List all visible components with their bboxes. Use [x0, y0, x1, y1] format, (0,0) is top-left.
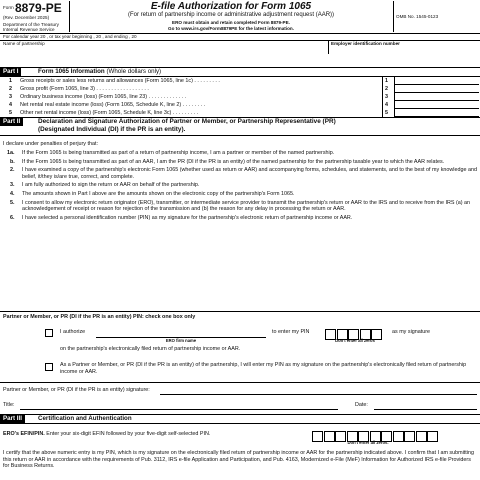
partnership-name-label: Name of partnership	[3, 41, 45, 46]
authorize-ero-checkbox[interactable]	[45, 329, 53, 337]
part1-line-2	[0, 85, 480, 93]
part1-title-text: Form 1065 Information	[38, 68, 105, 75]
revision-date: (Rev. December 2025)	[3, 15, 50, 20]
line-text: Ordinary business income (loss) (Form 1065, line 23) . . . . . . . . . . . . .	[20, 94, 186, 100]
part1-lines	[0, 77, 480, 117]
line-text: Other net rental income (loss) (Form 1065, Schedule K, line 3c) . . . . . . . . .	[20, 110, 199, 116]
part1-label: Part I	[0, 68, 21, 76]
line-text: Gross receipts or sales less returns and allowances (Form 1065, line 1c) . . . . . . . . .	[20, 78, 220, 84]
declaration-number: 4.	[10, 190, 15, 197]
declaration-item	[0, 159, 478, 166]
line-1-amount[interactable]	[395, 77, 479, 85]
declaration-text: I am fully authorized to sign the return or AAR on behalf of the partnership.	[22, 182, 200, 189]
declaration-number: 3.	[10, 182, 15, 189]
irs-label: Internal Revenue Service	[3, 27, 55, 32]
declaration-item	[0, 182, 478, 189]
line-box-number: 5	[385, 110, 388, 116]
form-prefix: Form	[3, 5, 14, 10]
declaration-item	[0, 150, 478, 157]
department-label: Department of the Treasury	[3, 22, 59, 27]
perjury-intro: I declare under penalties of perjury that:	[3, 141, 98, 147]
omb-number: OMB No. 1545-0123	[396, 14, 439, 19]
part1-num-col-right	[394, 76, 395, 117]
tax-year-rule	[0, 40, 480, 41]
part3-title: Certification and Authentication	[38, 415, 132, 422]
declaration-list	[0, 150, 478, 223]
line-box-number: 3	[385, 94, 388, 100]
signature-field[interactable]	[160, 394, 477, 395]
dont-enter-zeros-caption: Don't enter all zeros	[335, 338, 375, 343]
declaration-number: b.	[10, 158, 15, 165]
declaration-item	[0, 215, 478, 222]
efin-digit-box[interactable]	[427, 431, 438, 442]
part2-title-line2: (Designated Individual (DI) if the PR is an entity).	[38, 125, 186, 133]
ein-divider	[328, 40, 329, 54]
line-number: 2	[9, 86, 12, 92]
ero-note: ERO must obtain and retain completed Form 8879-PE.	[172, 20, 290, 25]
form-subtitle: (For return of partnership income or administrative adjustment request (AAR))	[127, 12, 335, 18]
part1-line-5	[0, 109, 480, 117]
declaration-text: I have examined a copy of the partnership's electronic Form 1065 (whether used as return or AAR) and accompanying forms, schedules, and statements, and to the best of my knowledge and belief, it/they is/are true, correct, and complete.	[22, 167, 477, 180]
part1-title-note: (Whole dollars only)	[106, 68, 162, 75]
line-text: Net rental real estate income (loss) (Form 1065, Schedule K, line 2) . . . . . . . .	[20, 102, 206, 108]
signature-label: Partner or Member, or PR (DI if the PR is an entity) signature:	[3, 387, 150, 393]
line-5-amount[interactable]	[395, 109, 479, 117]
opt1-text-b: to enter my PIN	[272, 329, 310, 335]
self-enter-pin-checkbox[interactable]	[45, 363, 53, 371]
form-title: E-file Authorization for Form 1065	[150, 1, 312, 12]
title-field[interactable]	[20, 409, 338, 410]
declaration-text: I consent to allow my electronic return originator (ERO), transmitter, or intermediate service provider to transmit the partnership's return or AAR to the IRS and to receive from the IRS (a) an acknowledgement of receipt or reason for rejection of the transmission and (b) the reason for any delay in processing the return or AAR.	[22, 199, 471, 213]
line-text: Gross profit (Form 1065, line 3) . . . . . . . . . . . . . . . . . .	[20, 86, 149, 92]
part2-title-line1: Declaration and Signature Authorization of Partner or Member, or Partnership Representative (PR)	[38, 118, 336, 125]
line-box-number: 1	[385, 78, 388, 84]
line-number: 4	[9, 102, 12, 108]
partnership-name-field[interactable]	[3, 47, 325, 53]
line-number: 5	[9, 110, 12, 116]
declaration-item	[0, 191, 478, 198]
part3-title-rule	[0, 423, 480, 424]
certification-text: I certify that the above numeric entry is my PIN, which is my signature on the electronically filed return of partnership income or AAR for the partnership indicated above. I confirm that I am submitting this return or AAR in accordance with the requirements of Pub. 3112, IRS e-file Application and Participation, and Pub. 4163, Modernized e-File (MeF) Information for Authorized IRS e-file Providers for Business Returns.	[3, 450, 474, 470]
ero-firm-caption: ERO firm name	[165, 338, 197, 343]
pin-section-rule	[0, 311, 480, 312]
part1-line-3	[0, 93, 480, 101]
ein-field[interactable]	[331, 47, 476, 53]
opt1-text-a: I authorize	[60, 329, 86, 335]
form-number: 8879-PE	[15, 1, 62, 15]
declaration-number: 5.	[10, 199, 15, 206]
declaration-text: If the Form 1065 is being transmitted as part of an AAR, I am the PR (DI if the PR is an entity) of the named partnership for the partnership taxable year to which the AAR relates.	[22, 158, 445, 165]
declaration-number: 1a.	[7, 150, 15, 156]
declaration-number: 2.	[10, 167, 15, 174]
header-divider-right	[393, 1, 394, 32]
line-box-number: 4	[385, 102, 388, 108]
pin-heading: Partner or Member, or PR (DI if the PR is an entity) PIN: check one box only	[3, 314, 196, 320]
line-number: 3	[9, 94, 12, 100]
opt1-text-c: as my signature	[392, 329, 431, 335]
goto-instructions: Go to www.irs.gov/Form8879PE for the latest information.	[168, 26, 294, 31]
part2-label: Part II	[0, 118, 23, 126]
part3-label: Part III	[0, 415, 25, 423]
opt1-text-d: on the partnership's electronically filed return of partnership income or AAR.	[60, 346, 241, 352]
opt2-text: As a Partner or Member, or PR (DI if the PR is an entity) of the partnership, I will enter my PIN as my signature on the partnership's electronically filed return of partnership income or AAR.	[60, 362, 467, 375]
efin-label: ERO's EFIN/PIN.	[3, 431, 45, 437]
declaration-number: 6.	[10, 214, 15, 221]
efin-text: Enter your six-digit EFIN followed by your five-digit self-selected PIN.	[46, 431, 211, 437]
date-label: Date:	[355, 402, 368, 408]
part1-line-1	[0, 77, 480, 85]
signature-section-rule	[0, 382, 480, 383]
line-number: 1	[9, 78, 12, 84]
declaration-text: If the Form 1065 is being transmitted as part of a return of partnership income, I am a partner or member of the named partnership.	[22, 150, 335, 156]
declaration-text: I have selected a personal identification number (PIN) as my signature for the partnership's electronic return of partnership income or AAR.	[22, 214, 353, 221]
ein-label: Employer identification number	[331, 41, 400, 46]
line-4-amount[interactable]	[395, 101, 479, 109]
part1-title	[38, 68, 161, 76]
part2-title	[38, 118, 478, 133]
line-2-amount[interactable]	[395, 85, 479, 93]
part1-line-4	[0, 101, 480, 109]
declaration-item	[0, 200, 478, 213]
tax-year-line: For calendar year 20 , or tax year beginning , 20 , and ending , 20	[3, 34, 137, 39]
line-3-amount[interactable]	[395, 93, 479, 101]
efin-dont-enter-zeros: Don't enter all zeros.	[347, 440, 389, 445]
part1-num-col-left	[382, 76, 383, 117]
declaration-text: The amounts shown in Part I above are the amounts shown on the electronic copy of the partnership's Form 1065.	[22, 190, 295, 197]
title-label: Title:	[3, 402, 15, 408]
efin-instruction	[3, 431, 210, 438]
declaration-item	[0, 167, 478, 180]
part2-title-rule	[0, 135, 480, 136]
date-field[interactable]	[374, 409, 477, 410]
line-box-number: 2	[385, 86, 388, 92]
